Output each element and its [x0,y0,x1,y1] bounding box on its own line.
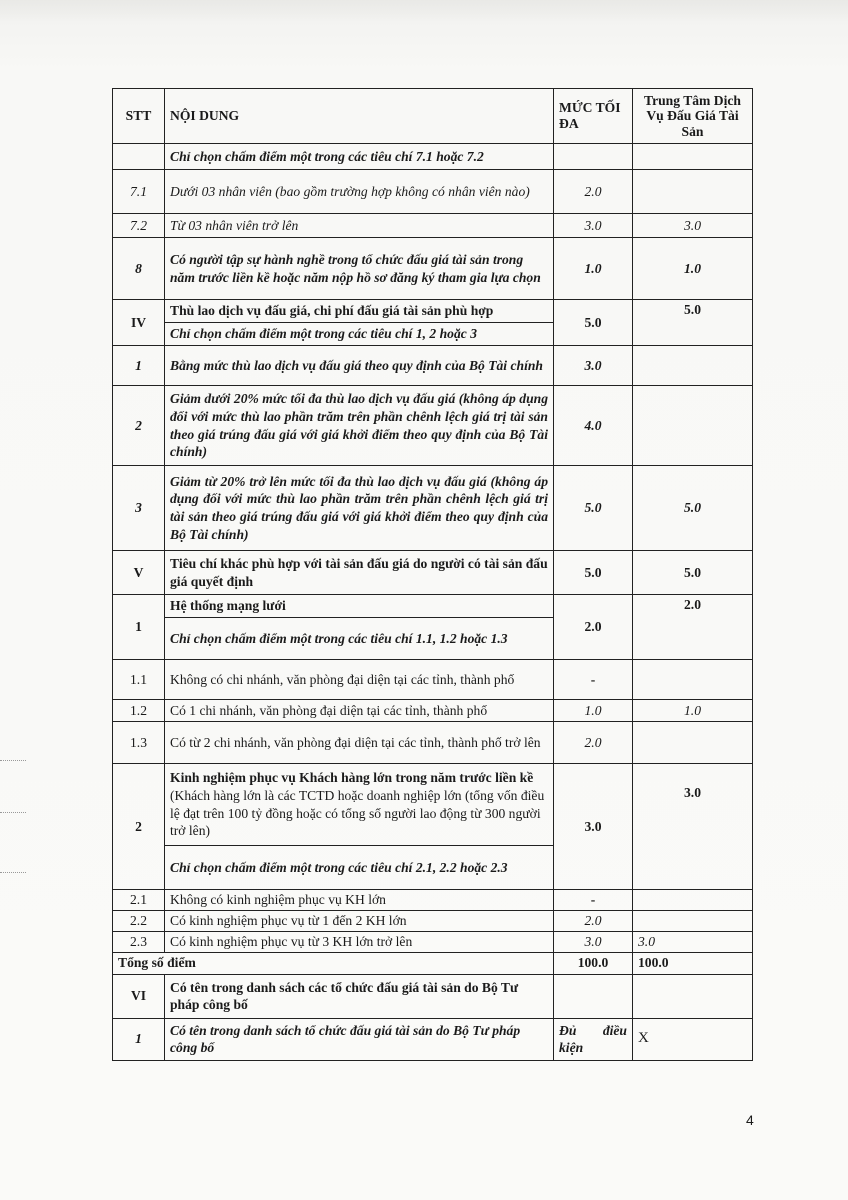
cell-max [554,144,633,170]
table-row [113,764,753,846]
cell-stt: 1 [113,346,165,386]
cell-content-bold: Kinh nghiệm phục vụ Khách hàng lớn trong năm trước liền kề [170,770,534,786]
cell-content: Chỉ chọn chấm điểm một trong các tiêu chí 1, 2 hoặc 3 [165,323,554,346]
cell-score [633,386,753,466]
cell-stt: 7.2 [113,214,165,238]
cell-score [633,170,753,214]
cell-score: X [633,1018,753,1060]
cell-score [633,144,753,170]
cell-score [633,890,753,911]
cell-content: Có tên trong danh sách tổ chức đấu giá tài sản do Bộ Tư pháp công bố [165,1018,554,1060]
cell-content: Không có kinh nghiệm phục vụ KH lớn [165,890,554,911]
cell-max: 2.0 [554,722,633,764]
cell-content: Dưới 03 nhân viên (bao gồm trường hợp không có nhân viên nào) [165,170,554,214]
cell-max: 3.0 [554,214,633,238]
cell-max: 4.0 [554,386,633,466]
cell-score [633,722,753,764]
table-row [113,214,753,238]
cell-content: Chỉ chọn chấm điểm một trong các tiêu chí 2.1, 2.2 hoặc 2.3 [165,846,554,890]
cell-score [633,660,753,700]
table-row [113,300,753,323]
cell-content: Có kinh nghiệm phục vụ từ 1 đến 2 KH lớn [165,910,554,931]
cell-max: Đủ điều kiện [554,1018,633,1060]
cell-max: 2.0 [554,170,633,214]
cell-content: Có kinh nghiệm phục vụ từ 3 KH lớn trở lên [165,931,554,952]
cell-max: 2.0 [554,595,633,660]
cell-score [633,974,753,1018]
cell-content: Có từ 2 chi nhánh, văn phòng đại diện tại các tỉnh, thành phố trở lên [165,722,554,764]
table-header-row [113,89,753,144]
cell-stt: 2 [113,764,165,890]
margin-mark [0,760,26,762]
cell-stt: 1 [113,1018,165,1060]
table-row [113,700,753,722]
cell-max: 3.0 [554,346,633,386]
cell-max: - [554,660,633,700]
cell-content: Giảm dưới 20% mức tối đa thù lao dịch vụ đấu giá (không áp dụng đối với mức thù lao phần trăm trên phần chênh lệch giá trị tài sản theo giá trúng đấu giá với giá khởi điểm theo quy định của Bộ Tài chính) [165,386,554,466]
cell-stt: 7.1 [113,170,165,214]
cell-max: 5.0 [554,466,633,551]
table-row [113,595,753,618]
cell-stt: 8 [113,238,165,300]
cell-content: Từ 03 nhân viên trở lên [165,214,554,238]
table-row [113,931,753,952]
margin-mark [0,812,26,814]
cell-max: 1.0 [554,238,633,300]
table-row [113,466,753,551]
cell-content: Chỉ chọn chấm điểm một trong các tiêu chí 1.1, 1.2 hoặc 1.3 [165,618,554,660]
table-row [113,910,753,931]
cell-content: Chỉ chọn chấm điểm một trong các tiêu chí 7.1 hoặc 7.2 [165,144,554,170]
scoring-table [112,88,753,1061]
cell-content: Thù lao dịch vụ đấu giá, chi phí đấu giá tài sản phù hợp [165,300,554,323]
cell-score: 3.0 [633,931,753,952]
cell-stt: 2.3 [113,931,165,952]
cell-content: Tiêu chí khác phù hợp với tài sản đấu giá do người có tài sản đấu giá quyết định [165,551,554,595]
cell-stt: 3 [113,466,165,551]
cell-score [633,910,753,931]
cell-score: 2.0 [633,595,753,660]
scan-edge-shadow [0,0,848,22]
cell-content-rest: (Khách hàng lớn là các TCTD hoặc doanh nghiệp lớn (tổng vốn điều lệ đạt trên 100 tỷ đồng hoặc có tổng số người lao động từ 300 người trở lên) [170,787,545,839]
total-row [113,952,753,974]
header-noi-dung: NỘI DUNG [165,89,554,144]
table-row [113,346,753,386]
cell-content: Bằng mức thù lao dịch vụ đấu giá theo quy định của Bộ Tài chính [165,346,554,386]
cell-score: 5.0 [633,551,753,595]
total-label: Tổng số điểm [113,952,554,974]
table-row [113,1018,753,1060]
cell-stt: 2 [113,386,165,466]
cell-max: 1.0 [554,700,633,722]
table-row [113,144,753,170]
header-muc-toi-da: MỨC TỐI ĐA [554,89,633,144]
cell-stt [113,144,165,170]
cell-max: 2.0 [554,910,633,931]
table-row [113,551,753,595]
cell-stt: 2.2 [113,910,165,931]
total-max: 100.0 [554,952,633,974]
table-row [113,170,753,214]
cell-max: 5.0 [554,551,633,595]
cell-stt: VI [113,974,165,1018]
cell-score: 5.0 [633,300,753,346]
cell-max: 5.0 [554,300,633,346]
cell-score: 3.0 [633,764,753,890]
cell-score: 5.0 [633,466,753,551]
cell-stt: IV [113,300,165,346]
cell-stt: 2.1 [113,890,165,911]
cell-max [554,974,633,1018]
margin-mark [0,872,26,874]
cell-content: Có 1 chi nhánh, văn phòng đại diện tại các tỉnh, thành phố [165,700,554,722]
header-stt: STT [113,89,165,144]
cell-score: 1.0 [633,238,753,300]
cell-score: 3.0 [633,214,753,238]
cell-score: 1.0 [633,700,753,722]
cell-content [165,764,554,846]
header-trung-tam: Trung Tâm Dịch Vụ Đấu Giá Tài Sản [633,89,753,144]
total-score: 100.0 [633,952,753,974]
cell-stt: 1 [113,595,165,660]
table-row [113,660,753,700]
cell-content: Có người tập sự hành nghề trong tổ chức đấu giá tài sản trong năm trước liền kề hoặc năm nộp hồ sơ đăng ký tham gia lựa chọn [165,238,554,300]
table-row [113,890,753,911]
page-number: 4 [746,1112,754,1128]
table-row [113,386,753,466]
cell-max: - [554,890,633,911]
cell-max: 3.0 [554,931,633,952]
cell-stt: 1.2 [113,700,165,722]
cell-content: Không có chi nhánh, văn phòng đại diện tại các tỉnh, thành phố [165,660,554,700]
cell-stt: 1.3 [113,722,165,764]
cell-score [633,346,753,386]
table-row [113,238,753,300]
table-row [113,722,753,764]
table-row [113,974,753,1018]
cell-stt: 1.1 [113,660,165,700]
cell-content: Hệ thống mạng lưới [165,595,554,618]
cell-content: Giảm từ 20% trở lên mức tối đa thù lao dịch vụ đấu giá (không áp dụng đối với mức thù lao phần trăm trên phần chênh lệch giá trị tài sản theo giá trúng đấu giá với giá khởi điểm theo quy định của Bộ Tài chính) [165,466,554,551]
cell-stt: V [113,551,165,595]
cell-content: Có tên trong danh sách các tổ chức đấu giá tài sản do Bộ Tư pháp công bố [165,974,554,1018]
cell-max: 3.0 [554,764,633,890]
